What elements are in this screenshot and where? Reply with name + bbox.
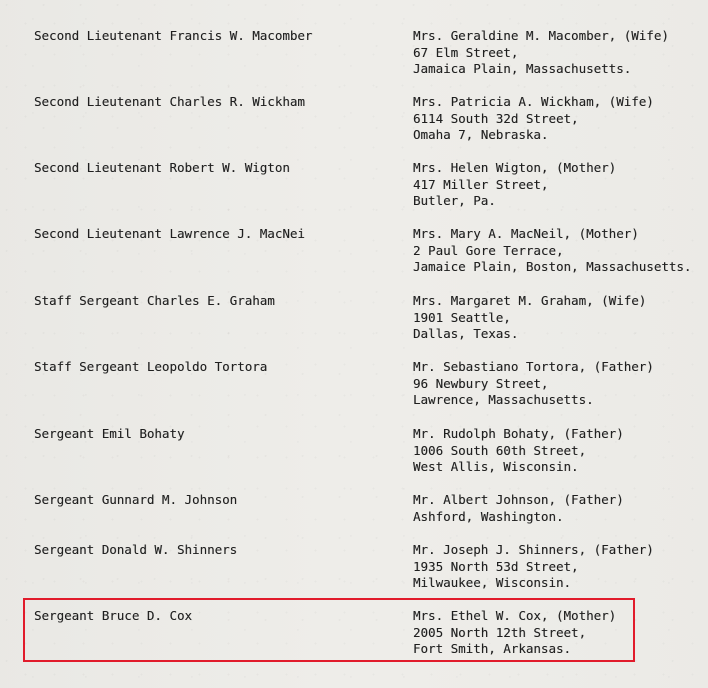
next-of-kin-address [413, 293, 708, 343]
service-member-name: Sergeant Emil Bohaty [34, 426, 185, 441]
next-of-kin-line: 417 Miller Street, [413, 176, 549, 192]
service-member-name: Second Lieutenant Francis W. Macomber [34, 28, 313, 43]
service-member-name: Sergeant Donald W. Shinners [34, 542, 238, 557]
next-of-kin-address [413, 492, 708, 525]
highlight-box [23, 598, 635, 662]
next-of-kin-line: Mr. Joseph J. Shinners, (Father) [413, 542, 654, 557]
next-of-kin-line: Lawrence, Massachusetts. [413, 392, 594, 407]
next-of-kin-line: 1006 South 60th Street, [413, 442, 587, 458]
next-of-kin-line: Mrs. Margaret M. Graham, (Wife) [413, 293, 647, 308]
next-of-kin-line: 6114 South 32d Street, [413, 110, 579, 126]
service-member-name: Second Lieutenant Lawrence J. MacNei [34, 226, 305, 241]
service-member-name: Sergeant Gunnard M. Johnson [34, 492, 238, 507]
service-member-name: Second Lieutenant Charles R. Wickham [34, 94, 305, 109]
next-of-kin-address [413, 542, 708, 592]
next-of-kin-line: 1901 Seattle, [413, 309, 511, 325]
service-member-name: Staff Sergeant Leopoldo Tortora [34, 359, 268, 374]
next-of-kin-line: 1935 North 53d Street, [413, 558, 579, 574]
next-of-kin-line: 67 Elm Street, [413, 44, 519, 60]
next-of-kin-line: Dallas, Texas. [413, 326, 519, 341]
next-of-kin-line: 2005 North 12th Street, [413, 624, 587, 640]
next-of-kin-line: Mrs. Geraldine M. Macomber, (Wife) [413, 28, 669, 43]
next-of-kin-line: Mr. Sebastiano Tortora, (Father) [413, 359, 654, 374]
next-of-kin-line: Omaha 7, Nebraska. [413, 127, 549, 142]
next-of-kin-line: Jamaice Plain, Boston, Massachusetts. [413, 259, 692, 274]
next-of-kin-address [413, 94, 708, 144]
service-member-name: Sergeant Bruce D. Cox [34, 608, 193, 623]
next-of-kin-address [413, 359, 708, 409]
next-of-kin-line: Jamaica Plain, Massachusetts. [413, 61, 632, 76]
service-member-name: Second Lieutenant Robert W. Wigton [34, 160, 290, 175]
next-of-kin-address [413, 226, 708, 276]
next-of-kin-line: Mrs. Helen Wigton, (Mother) [413, 160, 617, 175]
next-of-kin-line: Mrs. Ethel W. Cox, (Mother) [413, 608, 617, 623]
next-of-kin-line: 2 Paul Gore Terrace, [413, 242, 564, 258]
service-member-name: Staff Sergeant Charles E. Graham [34, 293, 275, 308]
next-of-kin-line: Milwaukee, Wisconsin. [413, 575, 572, 590]
next-of-kin-line: Butler, Pa. [413, 193, 496, 208]
next-of-kin-line: 96 Newbury Street, [413, 375, 549, 391]
next-of-kin-line: Ashford, Washington. [413, 508, 564, 524]
next-of-kin-line: West Allis, Wisconsin. [413, 459, 579, 474]
next-of-kin-line: Mr. Rudolph Bohaty, (Father) [413, 426, 624, 441]
next-of-kin-address [413, 28, 708, 78]
next-of-kin-line: Mrs. Patricia A. Wickham, (Wife) [413, 94, 654, 109]
next-of-kin-address [413, 160, 708, 210]
next-of-kin-line: Mrs. Mary A. MacNeil, (Mother) [413, 226, 639, 241]
next-of-kin-address [413, 426, 708, 476]
next-of-kin-line: Mr. Albert Johnson, (Father) [413, 492, 624, 507]
next-of-kin-line: Fort Smith, Arkansas. [413, 641, 572, 656]
